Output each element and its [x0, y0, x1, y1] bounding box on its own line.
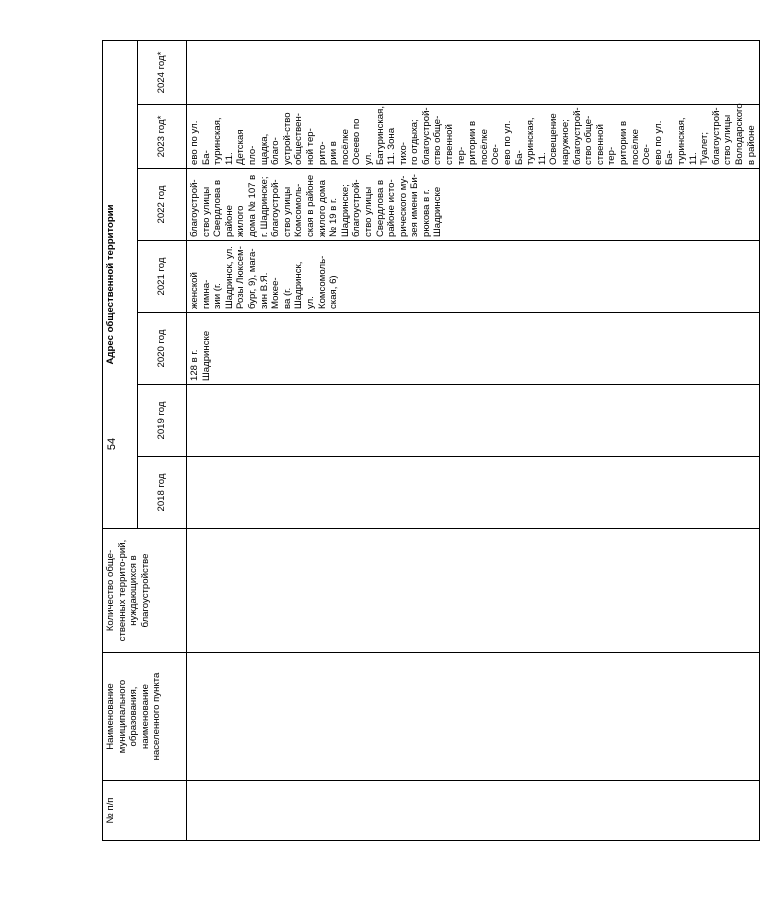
header-territory-count: Количество обще-ственных террито-рий, нуждающихся в благоустройстве: [103, 529, 187, 653]
header-year-2024: 2024 год*: [138, 40, 187, 104]
header-municipality: Наименование муниципального образования, наименование населенного пункта: [103, 653, 187, 781]
cell-territory-count: [187, 529, 760, 653]
cell-2020: 128 в г. Шадринске: [187, 313, 760, 385]
header-year-2019: 2019 год: [138, 385, 187, 457]
header-address: Адрес общественной территории: [103, 40, 138, 528]
page-number: 54: [106, 437, 118, 451]
public-territories-table: [102, 40, 760, 841]
header-year-2022: 2022 год: [138, 169, 187, 241]
cell-number: [187, 781, 760, 841]
header-year-2023: 2023 год*: [138, 105, 187, 169]
cell-2019: [187, 385, 760, 457]
table-row: [187, 40, 760, 840]
cell-2023: ево по ул. Ба- туринская, 11. Детская пло- щадка, благо- устрой-ство обществен- ной тер-рито- рии в посёлке Осеево по ул. Батуринская, 11. Зона тихо- го отдыха; благоустрой- ство обще- ственной тер- ритории в посёлке Осе- ево по ул. Ба- туринская, 11. Освещение наружное; благоустрой- ство обще- ственной тер- ритории в посёлке Осе- ево по ул. Ба- туринская, 11. Туалет; благоустрой- ство улицы Володарского в районе: [187, 105, 760, 169]
header-year-2021: 2021 год: [138, 241, 187, 313]
cell-2024: [187, 40, 760, 104]
header-year-2020: 2020 год: [138, 313, 187, 385]
header-year-2018: 2018 год: [138, 457, 187, 529]
cell-municipality: [187, 653, 760, 781]
rotated-table-container: [102, 41, 757, 841]
cell-2022: благоустрой- ство улицы Свердлова в районе жилого дома № 107 в г. Шадринске; благоустрой- ство улицы Комсомоль- ская в районе жилого дома № 19 в г. Шадринске; благоустрой- ство улицы Свердлова в районе исто- рического му- зея имени Би- рюкова в г. Шадринске: [187, 169, 760, 241]
cell-2018: [187, 457, 760, 529]
header-number: № п/п: [103, 781, 187, 841]
cell-2021: женской гимна- зии (г. Шадринск, ул. Розы Люксем- бург, 9), мага- зин В.Я. Мокее- ва (г. Шадринск, ул. Комсомоль- ская, 6): [187, 241, 760, 313]
